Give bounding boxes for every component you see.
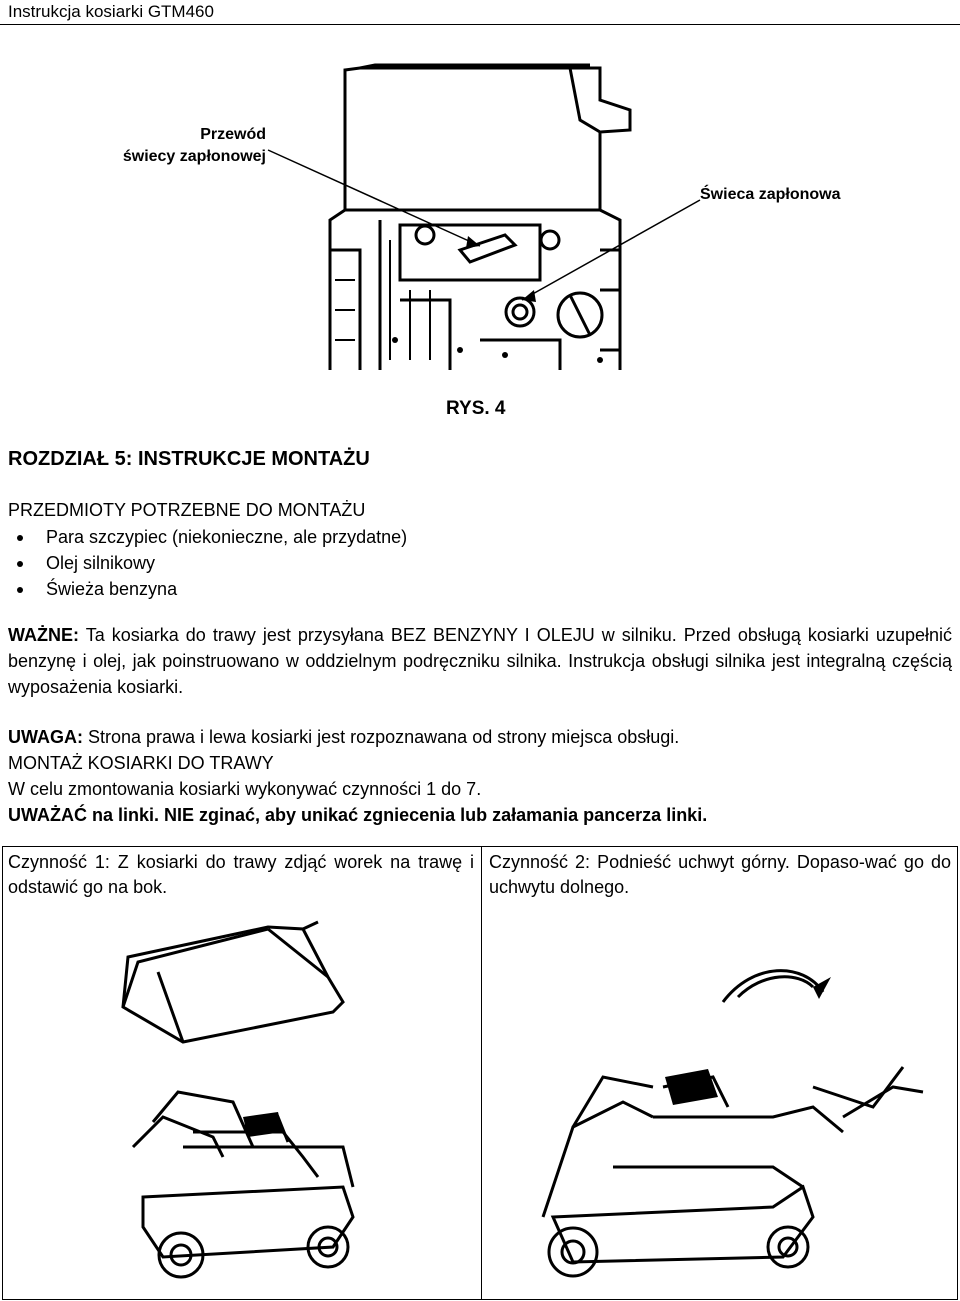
callout-leader-lines	[0, 0, 960, 420]
items-needed-heading: PRZEDMIOTY POTRZEBNE DO MONTAŻU	[8, 500, 366, 520]
items-needed-list	[8, 524, 407, 602]
list-item: Olej silnikowy	[8, 550, 407, 576]
cable-warning-1: UWAŻAĆ na linki.	[8, 805, 160, 825]
callout-wire-line-1: Przewód	[200, 126, 266, 143]
assembly-text: W celu zmontowania kosiarki wykonywać czynności 1 do 7.	[8, 779, 482, 799]
note-paragraph	[8, 724, 952, 828]
grass-bag-removal-illustration	[103, 917, 403, 1287]
page-header-title: Instrukcja kosiarki GTM460	[8, 2, 214, 21]
handle-raising-illustration	[513, 917, 953, 1287]
figure-caption: RYS. 4	[446, 398, 506, 419]
cable-warning-2: NIE zginać, aby unikać zgniecenia lub załamania pancerza linki.	[159, 805, 708, 825]
cable-warning	[8, 802, 952, 828]
assembly-heading: MONTAŻ KOSIARKI DO TRAWY	[8, 753, 274, 773]
important-paragraph	[8, 622, 952, 700]
important-label: WAŻNE:	[8, 625, 79, 645]
note-text: Strona prawa i lewa kosiarki jest rozpoznawana od strony miejsca obsługi.	[83, 727, 680, 747]
list-item: Para szczypiec (niekonieczne, ale przydatne)	[8, 524, 407, 550]
note-line	[8, 724, 952, 750]
steps-table	[2, 846, 958, 1300]
callout-spark-plug: Świeca zapłonowa	[700, 186, 841, 203]
step-2-text: Czynność 2: Podnieść uchwyt górny. Dopaso-wać go do uchwytu dolnego.	[489, 852, 951, 897]
note-label: UWAGA:	[8, 727, 83, 747]
important-text: Ta kosiarka do trawy jest przysyłana BEZ BENZYNY I OLEJU w silniku. Przed obsługą kosiarki uzupełnić benzynę i olej, jak poinstruowano w oddzielnym podręczniku silnika. Instrukcja obsługi silnika jest integralną częścią wyposażenia kosiarki.	[8, 625, 952, 697]
callout-wire-line-2: świecy zapłonowej	[122, 148, 266, 165]
list-item: Świeża benzyna	[8, 576, 407, 602]
chapter-title: ROZDZIAŁ 5: INSTRUKCJE MONTAŻU	[8, 448, 370, 470]
callout-spark-plug-wire	[110, 124, 266, 168]
steps-divider	[481, 847, 482, 1299]
step-1-text: Czynność 1: Z kosiarki do trawy zdjąć worek na trawę i odstawić go na bok.	[8, 852, 474, 897]
